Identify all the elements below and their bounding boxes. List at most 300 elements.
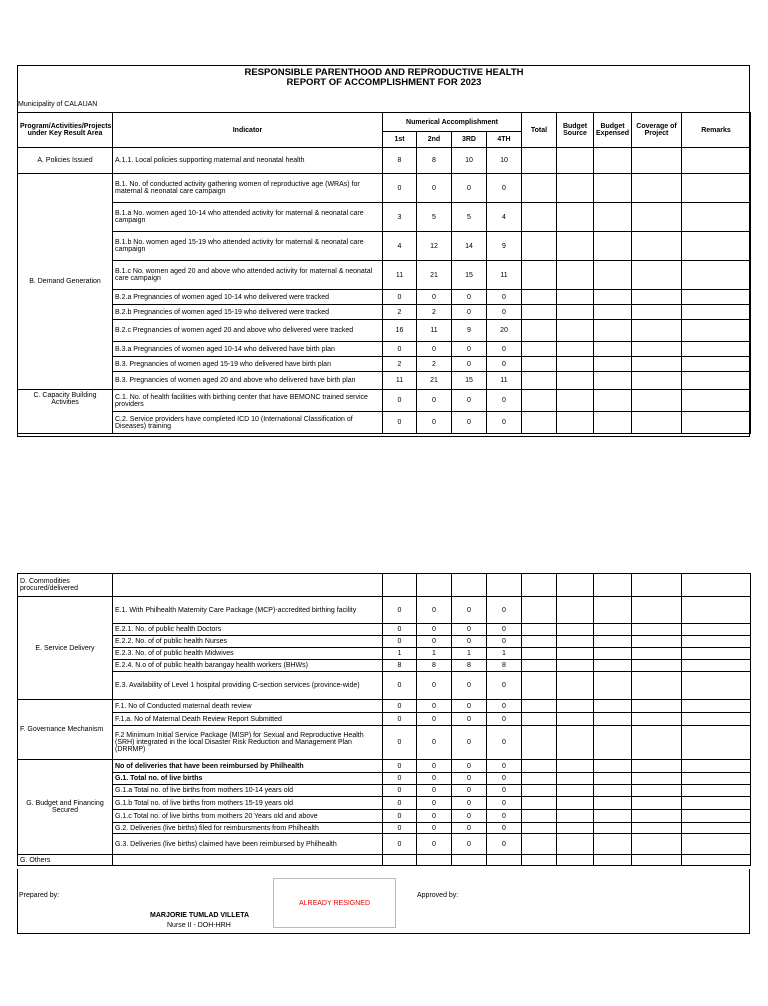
budget-source-cell [557,855,594,866]
q1-cell: 3 [383,203,417,232]
total-cell [522,855,557,866]
q4-cell: 0 [487,390,522,412]
coverage-cell [632,823,682,834]
coverage-cell [632,203,682,232]
budget-expensed-cell [594,797,632,810]
remarks-cell [682,834,751,855]
q2-cell: 0 [417,636,452,648]
accomplishment-table-2 [17,573,751,866]
coverage-cell [632,834,682,855]
q2-cell: 0 [417,810,452,823]
indicator-cell: No of deliveries that have been reimbursed by Philhealth [113,760,383,773]
budget-source-cell [557,342,594,357]
header-numerical: Numerical Accomplishment [383,113,522,132]
coverage-cell [632,785,682,797]
budget-expensed-cell [594,320,632,342]
q2-cell: 0 [417,797,452,810]
budget-source-cell [557,203,594,232]
total-cell [522,636,557,648]
q2-cell: 0 [417,713,452,726]
budget-expensed-cell [594,713,632,726]
budget-expensed-cell [594,624,632,636]
remarks-cell [682,232,751,261]
coverage-cell [632,726,682,760]
q3-cell: 0 [452,700,487,713]
q2-cell: 5 [417,203,452,232]
resigned-stamp [273,878,396,928]
budget-source-cell [557,672,594,700]
indicator-cell: B.2.b Pregnancies of women aged 15-19 who delivered were tracked [113,305,383,320]
indicator-cell: E.2.1. No. of public health Doctors [113,624,383,636]
q4-cell: 0 [487,636,522,648]
q4-cell: 0 [487,342,522,357]
q2-cell: 2 [417,305,452,320]
q2-cell: 0 [417,773,452,785]
total-cell [522,797,557,810]
total-cell [522,357,557,372]
budget-expensed-cell [594,174,632,203]
q1-cell: 2 [383,305,417,320]
budget-source-cell [557,636,594,648]
header-program: Program/Activities/Projects under Key Result Area [18,113,113,148]
q3-cell: 15 [452,261,487,290]
q4-cell: 0 [487,785,522,797]
indicator-cell: A.1.1. Local policies supporting maternal and neonatal health [113,148,383,174]
remarks-cell [682,305,751,320]
q2-cell: 0 [417,760,452,773]
header-q1: 1st [383,132,417,148]
q2-cell: 0 [417,342,452,357]
budget-source-cell [557,390,594,412]
area-e: E. Service Delivery [18,597,113,700]
q3-cell: 0 [452,597,487,624]
q3-cell: 0 [452,834,487,855]
budget-source-cell [557,232,594,261]
q1-cell: 8 [383,148,417,174]
indicator-cell: B.3.a Pregnancies of women aged 10-14 who delivered have birth plan [113,342,383,357]
remarks-cell [682,648,751,660]
budget-source-cell [557,597,594,624]
q3-cell [452,574,487,597]
coverage-cell [632,574,682,597]
prepared-by-label: Prepared by: [19,892,60,899]
header-remarks: Remarks [682,113,751,148]
total-cell [522,148,557,174]
indicator-cell: F.1.a. No of Maternal Death Review Report Submitted [113,713,383,726]
q1-cell [383,855,417,866]
remarks-cell [682,372,751,390]
budget-source-cell [557,148,594,174]
coverage-cell [632,810,682,823]
budget-source-cell [557,412,594,434]
coverage-cell [632,232,682,261]
total-cell [522,823,557,834]
indicator-cell: F.2 Minimum Initial Service Package (MISP) for Sexual and Reproductive Health (SRH) integrated in the local Disaster Risk Reduction and Management Plan (DRRMP) [113,726,383,760]
report-title-line1: RESPONSIBLE PARENTHOOD AND REPRODUCTIVE HEALTH [244,67,524,78]
q1-cell: 0 [383,672,417,700]
total-cell [522,232,557,261]
indicator-cell: B.2.c Pregnancies of women aged 20 and above who delivered were tracked [113,320,383,342]
q3-cell: 0 [452,810,487,823]
area-b: B. Demand Generation [18,174,113,390]
q2-cell: 1 [417,648,452,660]
total-cell [522,342,557,357]
accomplishment-table-1 [17,112,751,434]
q1-cell: 0 [383,342,417,357]
budget-expensed-cell [594,357,632,372]
budget-expensed-cell [594,834,632,855]
remarks-cell [682,357,751,372]
total-cell [522,203,557,232]
total-cell [522,412,557,434]
q1-cell: 0 [383,412,417,434]
coverage-cell [632,342,682,357]
indicator-cell: G.1.b Total no. of live births from mothers 15-19 years old [113,797,383,810]
remarks-cell [682,713,751,726]
total-cell [522,305,557,320]
budget-source-cell [557,320,594,342]
q4-cell: 0 [487,672,522,700]
remarks-cell [682,174,751,203]
q3-cell: 0 [452,797,487,810]
q2-cell: 8 [417,660,452,672]
q4-cell: 11 [487,261,522,290]
indicator-cell: B.1.a No. women aged 10-14 who attended activity for maternal & neonatal care campaign [113,203,383,232]
q4-cell: 0 [487,726,522,760]
remarks-cell [682,672,751,700]
q2-cell: 11 [417,320,452,342]
q1-cell: 0 [383,834,417,855]
remarks-cell [682,290,751,305]
indicator-cell: C.2. Service providers have completed ICD 10 (International Classification of Diseases) training [113,412,383,434]
q4-cell: 0 [487,290,522,305]
coverage-cell [632,148,682,174]
q3-cell: 8 [452,660,487,672]
q3-cell: 0 [452,290,487,305]
budget-expensed-cell [594,574,632,597]
total-cell [522,574,557,597]
q4-cell: 1 [487,648,522,660]
total-cell [522,726,557,760]
total-cell [522,773,557,785]
indicator-cell: E.1. With Philhealth Maternity Care Package (MCP)-accredited birthing facility [113,597,383,624]
budget-source-cell [557,261,594,290]
budget-expensed-cell [594,810,632,823]
q3-cell: 0 [452,357,487,372]
total-cell [522,174,557,203]
q4-cell: 0 [487,810,522,823]
coverage-cell [632,412,682,434]
coverage-cell [632,660,682,672]
budget-source-cell [557,372,594,390]
q4-cell: 0 [487,412,522,434]
budget-expensed-cell [594,660,632,672]
total-cell [522,810,557,823]
indicator-cell: G.2. Deliveries (live births) filed for reimbursments from Philhealth [113,823,383,834]
q1-cell: 0 [383,636,417,648]
indicator-cell: B.3. Pregnancies of women aged 15-19 who delivered have birth plan [113,357,383,372]
total-cell [522,713,557,726]
total-cell [522,290,557,305]
budget-source-cell [557,760,594,773]
q4-cell: 0 [487,834,522,855]
q3-cell: 0 [452,785,487,797]
q1-cell: 11 [383,372,417,390]
remarks-cell [682,597,751,624]
preparer-name: MARJORIE TUMLAD VILLETA [150,912,250,919]
q1-cell: 0 [383,390,417,412]
q3-cell: 0 [452,412,487,434]
q4-cell: 8 [487,660,522,672]
remarks-cell [682,261,751,290]
q4-cell [487,855,522,866]
coverage-cell [632,174,682,203]
q2-cell: 12 [417,232,452,261]
budget-expensed-cell [594,823,632,834]
q3-cell: 10 [452,148,487,174]
indicator-cell: G.1.c Total no. of live births from mothers 20 Years old and above [113,810,383,823]
q1-cell [383,574,417,597]
budget-source-cell [557,785,594,797]
indicator-cell [113,574,383,597]
q4-cell: 9 [487,232,522,261]
report-title-line2: REPORT OF ACCOMPLISHMENT FOR 2023 [286,77,482,88]
remarks-cell [682,320,751,342]
area-f: F. Governance Mechanism [18,700,113,760]
budget-source-cell [557,174,594,203]
q3-cell: 0 [452,305,487,320]
q1-cell: 1 [383,648,417,660]
total-cell [522,660,557,672]
q4-cell: 0 [487,174,522,203]
q4-cell: 0 [487,797,522,810]
preparer-position: Nurse II - DOH-HRH [167,922,231,929]
total-cell [522,624,557,636]
q2-cell: 0 [417,785,452,797]
q1-cell: 2 [383,357,417,372]
budget-expensed-cell [594,412,632,434]
budget-expensed-cell [594,261,632,290]
q1-cell: 0 [383,785,417,797]
budget-expensed-cell [594,390,632,412]
budget-expensed-cell [594,773,632,785]
budget-expensed-cell [594,855,632,866]
q4-cell: 0 [487,624,522,636]
q3-cell: 0 [452,672,487,700]
q3-cell: 0 [452,760,487,773]
coverage-cell [632,713,682,726]
budget-source-cell [557,810,594,823]
coverage-cell [632,855,682,866]
remarks-cell [682,660,751,672]
q4-cell: 0 [487,597,522,624]
q2-cell: 8 [417,148,452,174]
coverage-cell [632,320,682,342]
budget-source-cell [557,290,594,305]
q2-cell: 0 [417,834,452,855]
remarks-cell [682,823,751,834]
coverage-cell [632,290,682,305]
resigned-stamp-text: ALREADY RESIGNED [298,899,371,907]
q4-cell: 11 [487,372,522,390]
remarks-cell [682,203,751,232]
coverage-cell [632,648,682,660]
coverage-cell [632,372,682,390]
coverage-cell [632,797,682,810]
q3-cell: 0 [452,342,487,357]
coverage-cell [632,597,682,624]
indicator-cell: E.3. Availability of Level 1 hospital providing C-section services (province-wide) [113,672,383,700]
coverage-cell [632,700,682,713]
q3-cell: 0 [452,636,487,648]
q4-cell: 0 [487,357,522,372]
municipality-label: Municipality of CALAUAN [18,101,98,108]
q2-cell: 0 [417,624,452,636]
q3-cell: 0 [452,823,487,834]
header-q2: 2nd [417,132,452,148]
q4-cell: 10 [487,148,522,174]
area-d: D. Commodities procured/delivered [18,574,113,597]
area-g: G. Budget and Financing Secured [18,760,113,855]
q1-cell: 0 [383,700,417,713]
remarks-cell [682,148,751,174]
remarks-cell [682,636,751,648]
q1-cell: 0 [383,760,417,773]
q4-cell: 0 [487,305,522,320]
q2-cell: 2 [417,357,452,372]
budget-source-cell [557,357,594,372]
indicator-cell [113,855,383,866]
indicator-cell: G.3. Deliveries (live births) claimed have been reimbursed by Philhealth [113,834,383,855]
remarks-cell [682,855,751,866]
budget-source-cell [557,660,594,672]
header-indicator: Indicator [113,113,383,148]
header-total: Total [522,113,557,148]
budget-expensed-cell [594,785,632,797]
coverage-cell [632,357,682,372]
indicator-cell: G.1.a Total no. of live births from mothers 10-14 years old [113,785,383,797]
total-cell [522,785,557,797]
area-a: A. Policies Issued [18,148,113,174]
coverage-cell [632,760,682,773]
budget-source-cell [557,726,594,760]
budget-source-cell [557,713,594,726]
indicator-cell: B.1.b No. women aged 15-19 who attended activity for maternal & neonatal care campaign [113,232,383,261]
budget-source-cell [557,700,594,713]
total-cell [522,672,557,700]
q1-cell: 0 [383,290,417,305]
q2-cell: 21 [417,261,452,290]
budget-expensed-cell [594,597,632,624]
q1-cell: 0 [383,810,417,823]
q1-cell: 0 [383,174,417,203]
total-cell [522,834,557,855]
q1-cell: 0 [383,726,417,760]
indicator-cell: G.1. Total no. of live births [113,773,383,785]
header-coverage: Coverage of Project [632,113,682,148]
total-cell [522,390,557,412]
remarks-cell [682,412,751,434]
indicator-cell: B.1.c No. women aged 20 and above who attended activity for maternal & neonatal care campaign [113,261,383,290]
budget-source-cell [557,834,594,855]
budget-expensed-cell [594,203,632,232]
budget-expensed-cell [594,372,632,390]
indicator-cell: B.1. No. of conducted activity gathering women of reproductive age (WRAs) for maternal & neonatal care campaign [113,174,383,203]
total-cell [522,372,557,390]
q3-cell: 15 [452,372,487,390]
total-cell [522,320,557,342]
q1-cell: 0 [383,823,417,834]
remarks-cell [682,700,751,713]
q3-cell: 14 [452,232,487,261]
indicator-cell: E.2.4. N.o of of public health barangay health workers (BHWs) [113,660,383,672]
remarks-cell [682,574,751,597]
budget-expensed-cell [594,636,632,648]
indicator-cell: E.2.3. No. of of public health Midwives [113,648,383,660]
header-budget-expensed: Budget Expensed [594,113,632,148]
q4-cell: 0 [487,700,522,713]
q3-cell: 0 [452,726,487,760]
q2-cell: 0 [417,174,452,203]
total-cell [522,700,557,713]
q4-cell: 20 [487,320,522,342]
budget-source-cell [557,624,594,636]
q1-cell: 0 [383,713,417,726]
coverage-cell [632,672,682,700]
q2-cell: 0 [417,700,452,713]
q2-cell: 0 [417,390,452,412]
approved-by-label: Approved by: [417,892,459,899]
budget-expensed-cell [594,700,632,713]
q3-cell [452,855,487,866]
q3-cell: 0 [452,713,487,726]
budget-expensed-cell [594,672,632,700]
q3-cell: 5 [452,203,487,232]
remarks-cell [682,797,751,810]
indicator-cell: F.1. No of Conducted maternal death review [113,700,383,713]
q4-cell: 4 [487,203,522,232]
budget-expensed-cell [594,648,632,660]
budget-source-cell [557,823,594,834]
coverage-cell [632,390,682,412]
coverage-cell [632,305,682,320]
q2-cell: 0 [417,726,452,760]
budget-expensed-cell [594,342,632,357]
budget-expensed-cell [594,726,632,760]
q1-cell: 0 [383,797,417,810]
q3-cell: 0 [452,773,487,785]
indicator-cell: B.3. Pregnancies of women aged 20 and above who delivered have birth plan [113,372,383,390]
area-g-others: G. Others [18,855,113,866]
remarks-cell [682,760,751,773]
budget-source-cell [557,574,594,597]
q2-cell: 0 [417,290,452,305]
remarks-cell [682,773,751,785]
coverage-cell [632,773,682,785]
remarks-cell [682,624,751,636]
header-q4: 4TH [487,132,522,148]
indicator-cell: E.2.2. No. of of public health Nurses [113,636,383,648]
q1-cell: 8 [383,660,417,672]
header-q3: 3RD [452,132,487,148]
budget-source-cell [557,648,594,660]
remarks-cell [682,726,751,760]
total-cell [522,261,557,290]
area-c: C. Capacity Building Activities [18,390,113,434]
coverage-cell [632,261,682,290]
q4-cell: 0 [487,713,522,726]
q2-cell: 0 [417,412,452,434]
